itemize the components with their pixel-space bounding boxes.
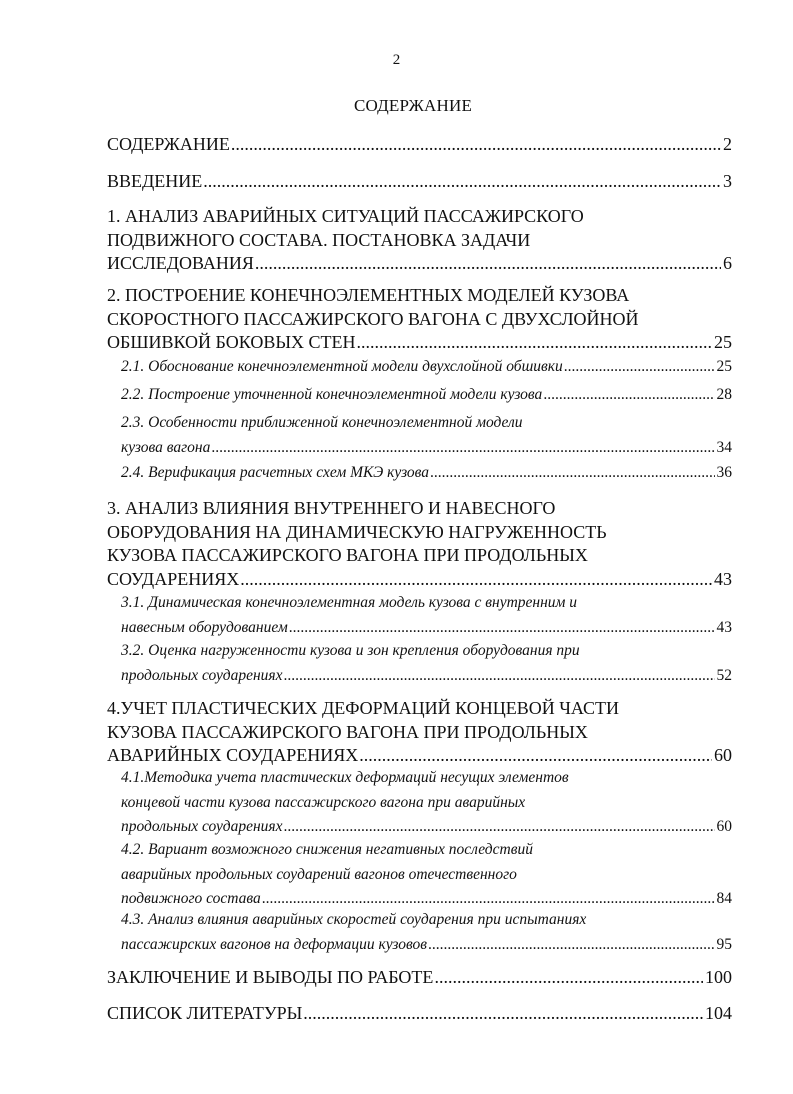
toc-line (107, 744, 732, 768)
toc-page-number: 52 (716, 666, 732, 684)
dot-leader (289, 616, 715, 641)
dot-leader (211, 436, 714, 461)
toc-page-number: 60 (716, 818, 732, 835)
toc-title: 2.2. Построение уточненной конечноэлементной модели кузова (121, 386, 543, 403)
toc-line: ОБОРУДОВАНИЯ НА ДИНАМИЧЕСКУЮ НАГРУЖЕННОСТЬ (107, 521, 607, 542)
toc-page-number: 84 (716, 890, 732, 907)
toc-line (107, 331, 732, 355)
toc-entry-section-2-3[interactable] (121, 411, 732, 460)
toc-page-number: 36 (716, 464, 732, 481)
toc-entry-contents[interactable] (107, 133, 732, 157)
toc-page-number: 2 (723, 134, 732, 154)
toc-line: 1. АНАЛИЗ АВАРИЙНЫХ СИТУАЦИЙ ПАССАЖИРСКОГО (107, 206, 584, 226)
toc-title: СОДЕРЖАНИЕ (107, 134, 230, 154)
toc-title: СОУДАРЕНИЯХ (107, 568, 240, 589)
toc-line (107, 133, 732, 157)
toc-line: 2.3. Особенности приближенной конечноэлементной модели (121, 414, 523, 431)
toc-line: КУЗОВА ПАССАЖИРСКОГО ВАГОНА ПРИ ПРОДОЛЬНЫХ (107, 545, 588, 565)
toc-title: 2.4. Верификация расчетных схем МКЭ кузова (121, 464, 430, 481)
toc-line (107, 568, 732, 592)
toc-title: ОБШИВКОЙ БОКОВЫХ СТЕН (107, 332, 356, 352)
toc-line (121, 616, 732, 641)
toc-page-number: 100 (705, 967, 732, 987)
dot-leader (430, 461, 714, 486)
toc-title: кузова вагона (121, 438, 211, 456)
toc-entry-section-4-3[interactable] (121, 908, 732, 957)
toc-entry-section-2-1[interactable] (121, 355, 732, 380)
toc-title: пассажирских вагонов на деформации кузовов (121, 935, 428, 953)
toc-title: подвижного состава (121, 890, 261, 907)
dot-leader (428, 933, 714, 958)
toc-title: ВВЕДЕНИЕ (107, 171, 203, 191)
page-title: СОДЕРЖАНИЕ (353, 96, 473, 115)
dot-leader (284, 664, 715, 689)
toc-entry-section-3-1[interactable] (121, 591, 732, 640)
toc-entry-section-4-2[interactable] (121, 838, 732, 912)
dot-leader (255, 252, 721, 276)
toc-page-number: 25 (716, 358, 732, 375)
toc-entry-section-4-1[interactable] (121, 766, 732, 840)
toc-line (107, 170, 732, 194)
dot-leader (284, 815, 715, 840)
dot-leader (303, 1002, 703, 1026)
toc-line (121, 355, 732, 380)
toc-line (121, 664, 732, 689)
toc-title: ЗАКЛЮЧЕНИЕ И ВЫВОДЫ ПО РАБОТЕ (107, 967, 434, 987)
toc-line: СКОРОСТНОГО ПАССАЖИРСКОГО ВАГОНА С ДВУХСЛОЙНОЙ (107, 308, 639, 329)
toc-title: ИССЛЕДОВАНИЯ (107, 253, 254, 273)
toc-entry-section-3-2[interactable] (121, 639, 732, 688)
toc-line (121, 933, 732, 958)
toc-page-number: 34 (716, 438, 732, 456)
toc-line (107, 966, 732, 990)
toc-line: 3.2. Оценка нагруженности кузова и зон крепления оборудования при (121, 642, 580, 659)
toc-line (107, 1002, 732, 1026)
dot-leader (359, 744, 712, 768)
toc-title: навесным оборудованием (121, 618, 288, 636)
toc-entry-chapter-3[interactable] (107, 497, 732, 591)
toc-title: продольных соударениях (121, 666, 283, 684)
toc-entry-section-2-4[interactable] (121, 461, 732, 486)
toc-line: КУЗОВА ПАССАЖИРСКОГО ВАГОНА ПРИ ПРОДОЛЬНЫХ (107, 721, 588, 742)
toc-page-number: 6 (723, 253, 732, 273)
toc-page-number: 43 (716, 618, 732, 636)
toc-entry-references[interactable] (107, 1002, 732, 1026)
toc-line (121, 383, 732, 408)
toc-page-number: 60 (714, 745, 732, 765)
toc-line: 3.1. Динамическая конечноэлементная модель кузова с внутренним и (121, 594, 578, 611)
toc-line: 4.УЧЕТ ПЛАСТИЧЕСКИХ ДЕФОРМАЦИЙ КОНЦЕВОЙ ЧАСТИ (107, 698, 620, 718)
toc-line: 3. АНАЛИЗ ВЛИЯНИЯ ВНУТРЕННЕГО И НАВЕСНОГО (107, 498, 556, 518)
toc-title: 2.1. Обоснование конечноэлементной модели двухслойной обшивки (121, 358, 563, 375)
toc-line: 4.2. Вариант возможного снижения негативных последствий (121, 841, 533, 858)
toc-entry-conclusion[interactable] (107, 966, 732, 990)
toc-title: продольных соударениях (121, 818, 283, 835)
toc-entry-chapter-2[interactable] (107, 284, 732, 355)
dot-leader (564, 355, 715, 380)
toc-entry-chapter-4[interactable] (107, 697, 732, 768)
dot-leader (543, 383, 714, 408)
toc-line: аварийных продольных соударений вагонов отечественного (121, 865, 517, 883)
toc-page-number: 104 (705, 1003, 732, 1023)
toc-line (107, 252, 732, 276)
dot-leader (434, 966, 703, 990)
toc-entry-chapter-1[interactable] (107, 205, 732, 276)
toc-line (121, 461, 732, 486)
toc-entry-introduction[interactable] (107, 170, 732, 194)
toc-entry-section-2-2[interactable] (121, 383, 732, 408)
dot-leader (240, 568, 712, 592)
toc-page-number: 95 (716, 935, 732, 953)
toc-line (121, 815, 732, 840)
toc-line: 4.1.Методика учета пластических деформаций несущих элементов (121, 769, 569, 786)
toc-page-number: 3 (723, 171, 732, 191)
toc-title: АВАРИЙНЫХ СОУДАРЕНИЯХ (107, 745, 359, 765)
dot-leader (203, 170, 721, 194)
dot-leader (357, 331, 712, 355)
toc-page-number: 28 (716, 386, 732, 403)
toc-line: концевой части кузова пассажирского вагона при аварийных (121, 793, 526, 811)
toc-line: ПОДВИЖНОГО СОСТАВА. ПОСТАНОВКА ЗАДАЧИ (107, 229, 531, 250)
toc-title: СПИСОК ЛИТЕРАТУРЫ (107, 1003, 303, 1023)
toc-line: 4.3. Анализ влияния аварийных скоростей соударения при испытаниях (121, 911, 587, 928)
toc-line (121, 436, 732, 461)
page-number: 2 (392, 52, 401, 68)
toc-page-number: 43 (714, 568, 732, 589)
toc-line: 2. ПОСТРОЕНИЕ КОНЕЧНОЭЛЕМЕНТНЫХ МОДЕЛЕЙ КУЗОВА (107, 285, 630, 305)
dot-leader (231, 133, 721, 157)
toc-page-number: 25 (714, 332, 732, 352)
